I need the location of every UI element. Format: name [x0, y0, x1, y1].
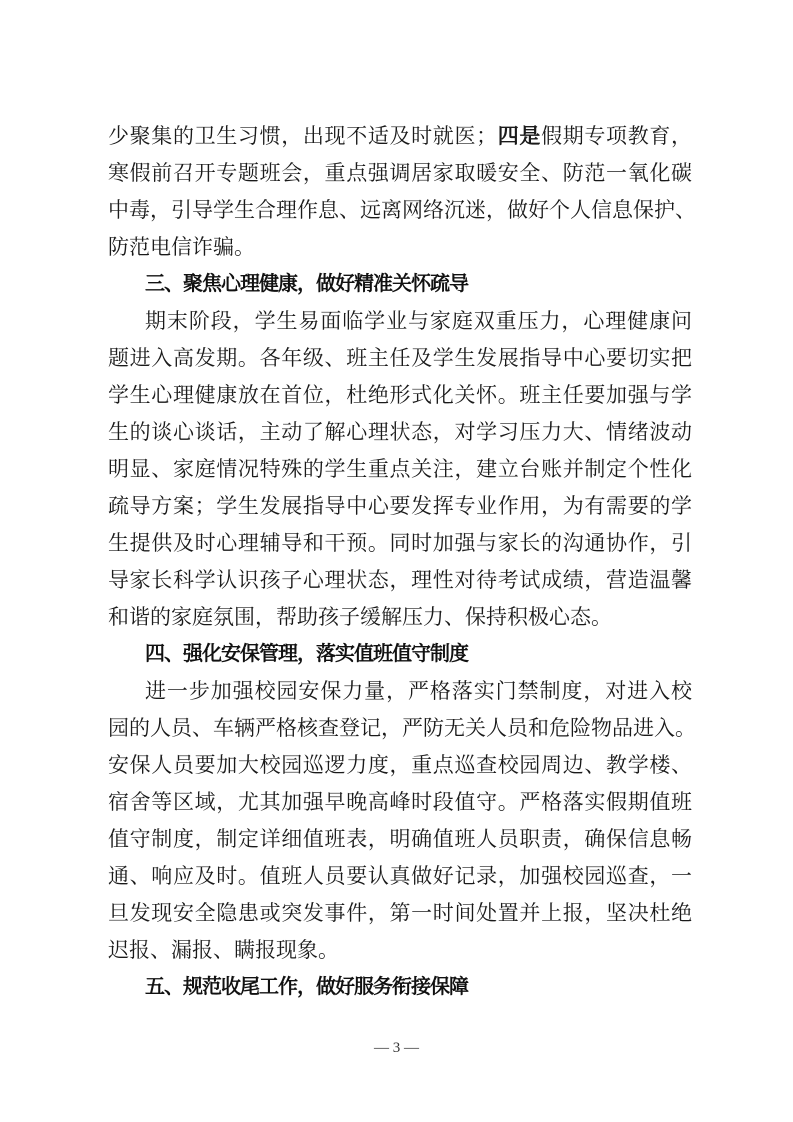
text-line — [108, 488, 692, 525]
text-run: 通、响应及时。值班人员要认真做好记录，加强校园巡查，一 — [108, 864, 692, 888]
text-run: 寒假前召开专题班会，重点强调居家取暖安全、防范一氧化碳 — [108, 161, 692, 185]
text-line — [108, 340, 692, 377]
page-number: — 3 — — [374, 1040, 419, 1056]
text-run: 迟报、漏报、瞒报现象。 — [108, 938, 339, 962]
text-line — [108, 673, 692, 710]
text-run: 题进入高发期。各年级、班主任及学生发展指导中心要切实把 — [108, 346, 692, 370]
section-heading: 五、规范收尾工作，做好服务衔接保障 — [145, 976, 468, 998]
text-run: 宿舍等区域，尤其加强早晚高峰时段值守。严格落实假期值班 — [108, 790, 692, 814]
text-run: 值守制度，制定详细值班表，明确值班人员职责，确保信息畅 — [108, 827, 692, 851]
text-run: 安保人员要加大校园巡逻力度，重点巡查校园周边、教学楼、 — [108, 753, 692, 777]
text-run: 学生心理健康放在首位，杜绝形式化关怀。班主任要加强与学 — [108, 383, 692, 407]
text-line — [108, 895, 692, 932]
text-line — [108, 155, 692, 192]
text-run: 园的人员、车辆严格核查登记，严防无关人员和危险物品进入。 — [108, 716, 696, 740]
text-line — [108, 858, 692, 895]
section-heading: 四、强化安保管理，落实值班值守制度 — [145, 643, 468, 665]
text-run: 生的谈心谈话，主动了解心理状态，对学习压力大、情绪波动 — [108, 420, 692, 444]
text-line — [108, 784, 692, 821]
text-run: 少聚集的卫生习惯，出现不适及时就医； — [108, 124, 498, 148]
text-run: 明显、家庭情况特殊的学生重点关注，建立台账并制定个性化 — [108, 457, 692, 481]
text-line — [108, 377, 692, 414]
text-line — [108, 118, 692, 155]
text-run: 和谐的家庭氛围，帮助孩子缓解压力、保持积极心态。 — [108, 605, 612, 629]
text-line — [108, 229, 692, 266]
text-run: 旦发现安全隐患或突发事件，第一时间处置并上报，坚决杜绝 — [108, 901, 692, 925]
paragraph — [108, 673, 696, 969]
text-line — [108, 932, 692, 969]
text-line — [108, 525, 692, 562]
text-run: 假期专项教育， — [541, 124, 693, 148]
text-line — [108, 710, 696, 747]
emphasis-text: 四是 — [497, 125, 542, 148]
text-line — [108, 192, 696, 229]
text-run: 导家长科学认识孩子心理状态，理性对待考试成绩，营造温馨 — [108, 568, 692, 592]
text-run: 防范电信诈骗。 — [108, 235, 255, 259]
text-run: 中毒，引导学生合理作息、远离网络沉迷，做好个人信息保护、 — [108, 198, 696, 222]
text-line — [108, 414, 692, 451]
text-line — [108, 599, 692, 636]
text-run: 生提供及时心理辅导和干预。同时加强与家长的沟通协作，引 — [108, 531, 692, 555]
text-run: 期末阶段，学生易面临学业与家庭双重压力，心理健康问 — [145, 309, 692, 333]
text-line — [108, 562, 692, 599]
paragraph — [108, 303, 692, 636]
section-heading: 三、聚焦心理健康，做好精准关怀疏导 — [145, 273, 468, 295]
text-line — [108, 451, 692, 488]
text-line — [108, 747, 692, 784]
text-run: 进一步加强校园安保力量，严格落实门禁制度，对进入校 — [145, 679, 692, 703]
paragraph — [108, 118, 696, 266]
text-run: 疏导方案；学生发展指导中心要发挥专业作用，为有需要的学 — [108, 494, 692, 518]
text-line — [108, 303, 692, 340]
text-line — [108, 821, 692, 858]
document-body — [108, 118, 696, 1006]
